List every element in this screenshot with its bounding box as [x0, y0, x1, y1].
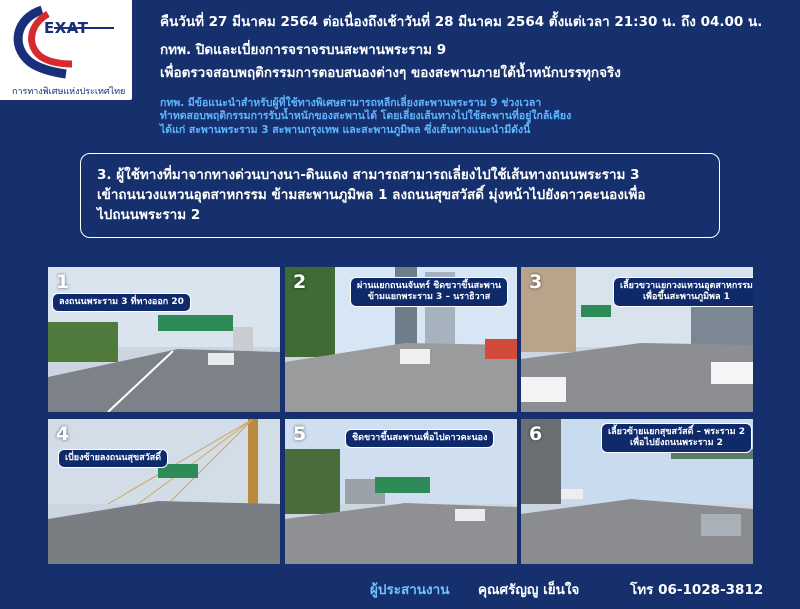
caption-line: เพื่อขึ้นสะพานภูมิพล 1 — [642, 292, 730, 302]
photo-number: 4 — [56, 423, 70, 445]
photo-caption-bubble — [601, 423, 752, 453]
photo-caption-bubble — [613, 277, 753, 307]
caption-line: เลี้ยวขวาแยกวงแหวนอุตสาหกรรม — [620, 281, 753, 291]
logo-brand-text: EXAT — [44, 19, 89, 37]
caption-line: ผ่านแยกถนนจันทร์ ชิดขวาขึ้นสะพาน — [357, 281, 502, 291]
route-photo-2 — [285, 267, 517, 412]
caption-line: เพื่อไปยังถนนพระราม 2 — [630, 438, 723, 448]
photo-caption-bubble — [58, 449, 168, 468]
photo-number: 5 — [293, 423, 307, 445]
photo-number: 6 — [529, 423, 543, 445]
route-step-line-3: ไปถนนพระราม 2 — [97, 207, 201, 223]
route-step-line-1: 3. ผู้ใช้ทางที่มาจากทางด่วนบางนา-ดินแดง สามารถสามารถเลี่ยงไปใช้เส้นทางถนนพระราม 3 — [97, 167, 640, 183]
caption-line: ลงถนนพระราม 3 ที่ทางออก 20 — [59, 297, 184, 307]
caption-line: ข้ามแยกพระราม 3 – นราธิวาส — [367, 292, 491, 302]
headline-line-2: กทพ. ปิดและเบี่ยงการจราจรบนสะพานพระราม 9 — [160, 42, 447, 58]
photo-caption-bubble — [350, 277, 508, 307]
road-scene-image — [48, 267, 280, 412]
exat-logo — [0, 0, 132, 100]
route-step-box — [80, 153, 720, 238]
photo-caption-bubble — [52, 293, 191, 312]
road-scene-image — [48, 419, 280, 564]
route-photo-5 — [285, 419, 517, 564]
photo-number: 2 — [293, 271, 307, 293]
logo-caption: การทางพิเศษแห่งประเทศไทย — [12, 87, 126, 97]
coordinator-label: ผู้ประสานงาน — [370, 582, 450, 598]
route-photo-1 — [48, 267, 280, 412]
photo-number: 1 — [56, 271, 70, 293]
route-photo-3 — [521, 267, 753, 412]
headline-line-3: เพื่อตรวจสอบพฤติกรรมการตอบสนองต่างๆ ของสะพานภายใต้น้ำหนักบรรทุกจริง — [160, 65, 621, 81]
advice-line-3: ได้แก่ สะพานพระราม 3 สะพานกรุงเทพ และสะพานภูมิพล ซึ่งเส้นทางแนะนำมีดังนี้ — [160, 124, 531, 136]
caption-line: ชิดขวาขึ้นสะพานเพื่อไปดาวคะนอง — [352, 433, 488, 443]
route-photo-6 — [521, 419, 753, 564]
caption-line: เลี้ยวซ้ายแยกสุขสวัสดิ์ – พระราม 2 — [608, 427, 745, 437]
exat-logo-mark — [8, 4, 126, 84]
coordinator-name: คุณศรัญญู เย็นใจ — [478, 582, 580, 598]
caption-line: เบี่ยงซ้ายลงถนนสุขสวัสดิ์ — [65, 453, 162, 463]
photo-caption-bubble — [345, 429, 494, 448]
coordinator-phone: โทร 06-1028-3812 — [630, 582, 764, 598]
photo-number: 3 — [529, 271, 543, 293]
route-step-line-2: เข้าถนนวงแหวนอุตสาหกรรม ข้ามสะพานภูมิพล 1 ลงถนนสุขสวัสดิ์ มุ่งหน้าไปยังดาวคะนองเพื่อ — [97, 187, 646, 203]
advice-line-1: กทพ. มีข้อแนะนำสำหรับผู้ที่ใช้ทางพิเศษสามารถหลีกเลี่ยงสะพานพระราม 9 ช่วงเวลา — [160, 97, 542, 109]
advice-line-2: ทำทดสอบพฤติกรรมการรับน้ำหนักของสะพานได้ โดยเลี่ยงเส้นทางไปใช้สะพานที่อยู่ใกล้เคียง — [160, 110, 572, 122]
headline-line-1: คืนวันที่ 27 มีนาคม 2564 ต่อเนื่องถึงเช้าวันที่ 28 มีนาคม 2564 ตั้งแต่เวลา 21:30 น. ถึง 04.00 น. — [160, 14, 763, 30]
route-photo-4 — [48, 419, 280, 564]
